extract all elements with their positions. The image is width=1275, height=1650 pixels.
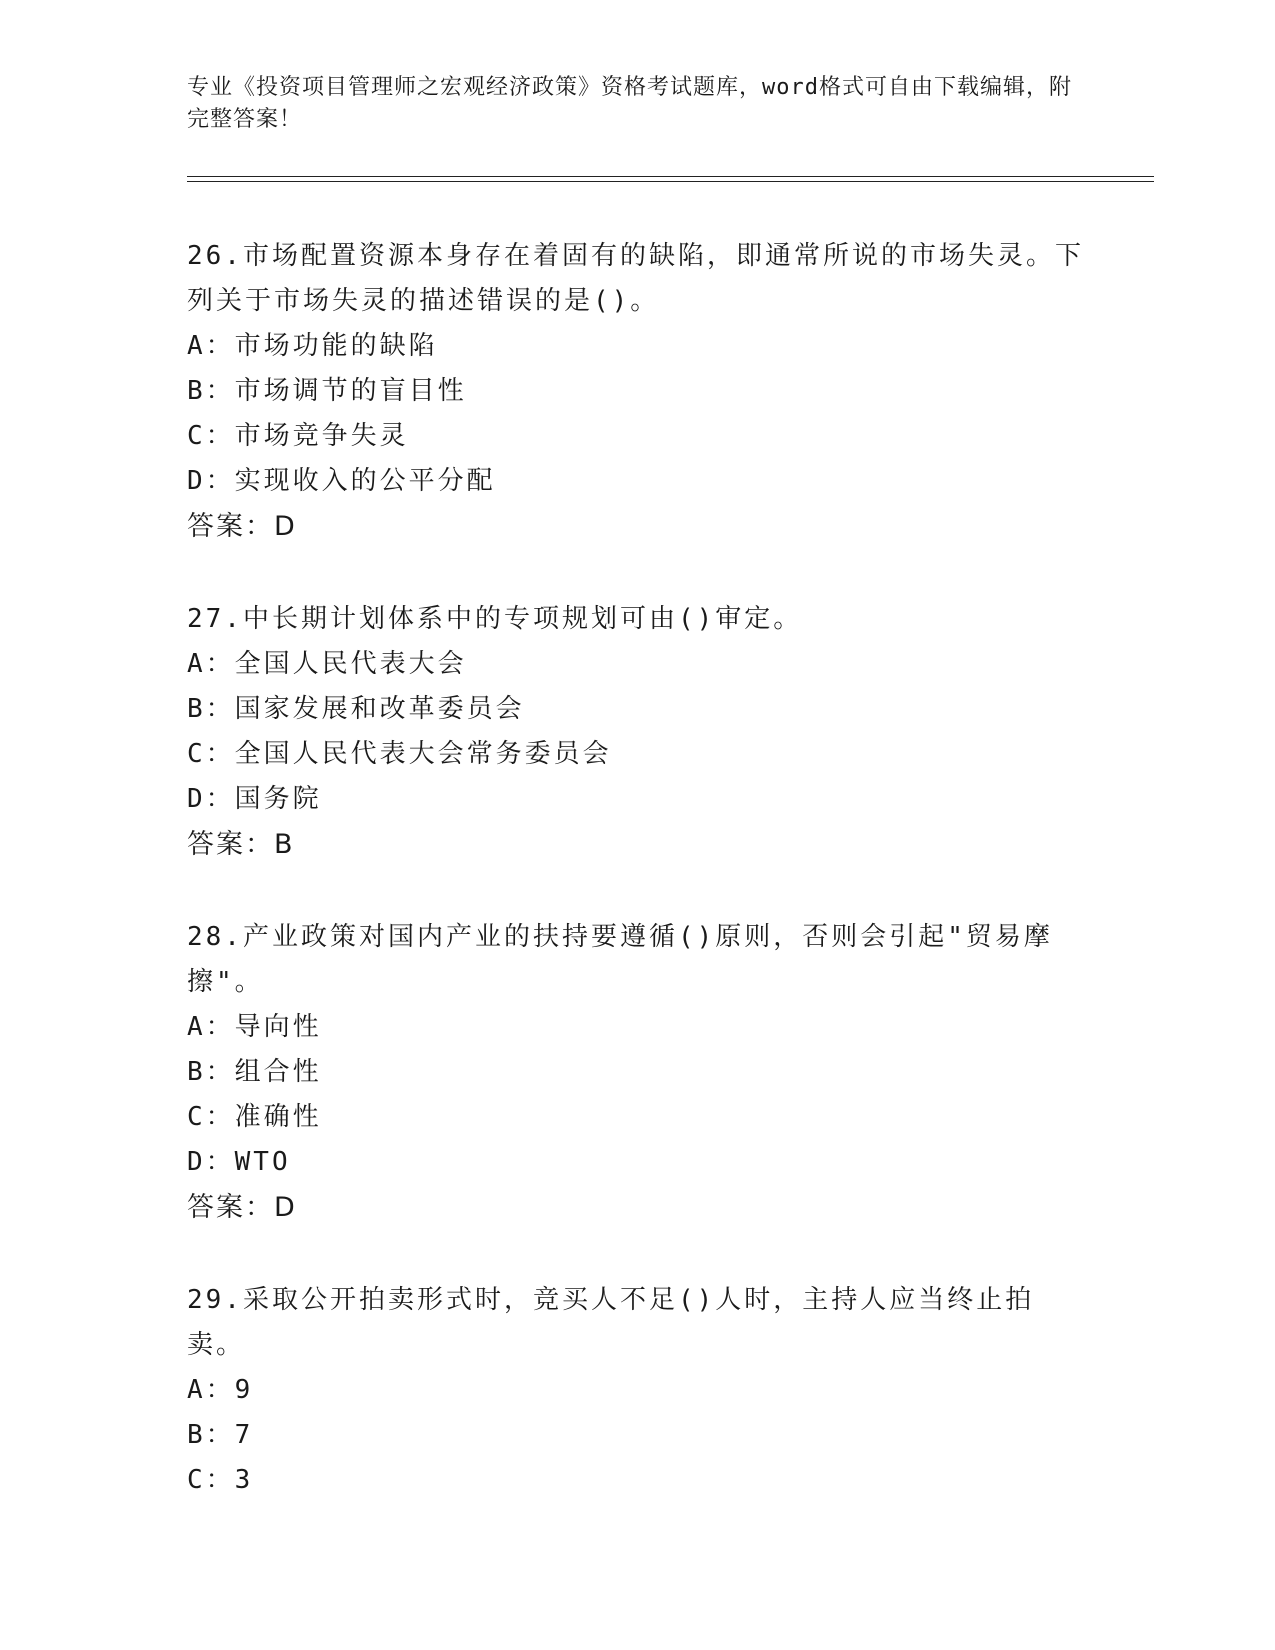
- option-c: C：3: [187, 1465, 254, 1495]
- option-d: D：实现收入的公平分配: [187, 466, 496, 496]
- option-c: C：市场竞争失灵: [187, 421, 409, 451]
- option-b: B：国家发展和改革委员会: [187, 694, 525, 724]
- option-b: B：市场调节的盲目性: [187, 376, 467, 406]
- option-d: D：WTO: [187, 1147, 291, 1177]
- option-a: A：全国人民代表大会: [187, 649, 467, 679]
- option-c: C：准确性: [187, 1102, 322, 1132]
- answer-label: 答案：D: [187, 511, 297, 542]
- answer-label: 答案：B: [187, 829, 295, 860]
- question-26: [187, 234, 1087, 549]
- option-b: B：7: [187, 1420, 254, 1450]
- option-a: A：市场功能的缺陷: [187, 331, 438, 361]
- question-stem: 27.中长期计划体系中的专项规划可由()审定。: [187, 604, 803, 634]
- document-header: 专业《投资项目管理师之宏观经济政策》资格考试题库，word格式可自由下载编辑，附完整答案！: [187, 75, 1072, 132]
- option-d: D：国务院: [187, 784, 322, 814]
- question-stem: 28.产业政策对国内产业的扶持要遵循()原则，否则会引起"贸易摩擦"。: [187, 922, 1053, 997]
- question-28: [187, 915, 1087, 1230]
- option-c: C：全国人民代表大会常务委员会: [187, 739, 612, 769]
- option-a: A：导向性: [187, 1012, 322, 1042]
- header-divider-top: [187, 176, 1154, 177]
- option-b: B：组合性: [187, 1057, 322, 1087]
- question-stem: 29.采取公开拍卖形式时，竞买人不足()人时，主持人应当终止拍卖。: [187, 1285, 1035, 1360]
- header-divider-bottom: [187, 181, 1154, 182]
- answer-label: 答案：D: [187, 1192, 297, 1223]
- option-a: A：9: [187, 1375, 254, 1405]
- question-29: [187, 1278, 1087, 1503]
- question-stem: 26.市场配置资源本身存在着固有的缺陷，即通常所说的市场失灵。下列关于市场失灵的描述错误的是()。: [187, 241, 1084, 316]
- question-27: [187, 597, 1087, 867]
